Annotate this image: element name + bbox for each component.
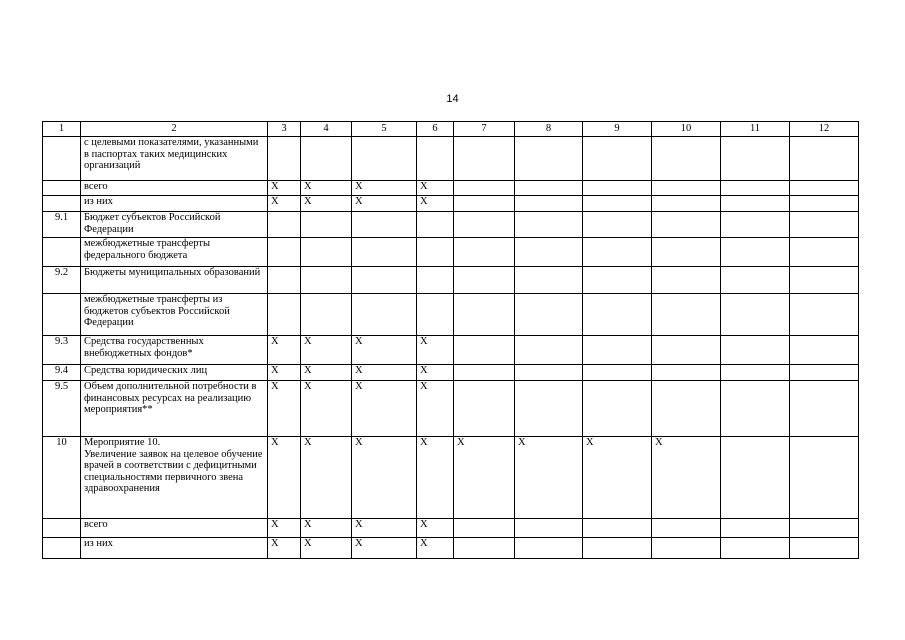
table-cell: X	[417, 538, 454, 559]
table-cell: X	[301, 196, 352, 212]
row-number: 9.1	[43, 212, 81, 238]
column-header: 5	[352, 122, 417, 137]
table-cell	[721, 336, 790, 365]
table-cell	[790, 381, 859, 437]
table-cell: X	[352, 196, 417, 212]
column-header: 8	[515, 122, 583, 137]
table-cell	[268, 294, 301, 336]
table-cell: X	[352, 437, 417, 519]
table-cell: X	[583, 437, 652, 519]
table-cell: X	[417, 365, 454, 381]
table-cell	[652, 381, 721, 437]
table-cell	[515, 519, 583, 538]
table-cell	[583, 238, 652, 267]
table-cell: X	[515, 437, 583, 519]
row-description: с целевыми показателями, указанными в паспортах таких медицинских организаций	[81, 137, 268, 181]
table-cell	[652, 294, 721, 336]
table-cell	[790, 212, 859, 238]
row-number: 9.2	[43, 267, 81, 294]
table-body	[43, 122, 859, 559]
table-cell	[790, 238, 859, 267]
table-cell	[454, 519, 515, 538]
table-cell	[583, 519, 652, 538]
table-cell: X	[301, 181, 352, 196]
table-cell	[583, 267, 652, 294]
row-description: межбюджетные трансферты из бюджетов субъектов Российской Федерации	[81, 294, 268, 336]
column-header: 1	[43, 122, 81, 137]
table-cell: X	[454, 437, 515, 519]
table-cell: X	[417, 336, 454, 365]
table-cell	[583, 196, 652, 212]
table-cell	[583, 381, 652, 437]
table-cell	[268, 267, 301, 294]
table-cell	[583, 294, 652, 336]
row-number	[43, 137, 81, 181]
table-cell	[417, 267, 454, 294]
table-cell	[652, 365, 721, 381]
table-cell: X	[417, 181, 454, 196]
table-cell	[454, 294, 515, 336]
table-cell	[790, 365, 859, 381]
table-cell	[721, 238, 790, 267]
table-row	[43, 181, 859, 196]
table-cell: X	[417, 381, 454, 437]
table-cell	[352, 137, 417, 181]
column-header: 9	[583, 122, 652, 137]
table-cell	[515, 267, 583, 294]
table-cell	[454, 238, 515, 267]
table-cell	[721, 137, 790, 181]
table-cell	[454, 267, 515, 294]
table-cell	[515, 294, 583, 336]
table-cell: X	[417, 519, 454, 538]
row-number: 9.3	[43, 336, 81, 365]
table-cell: X	[352, 519, 417, 538]
table-cell	[515, 538, 583, 559]
table-row	[43, 238, 859, 267]
table-cell: X	[352, 181, 417, 196]
table-cell	[301, 212, 352, 238]
table-cell	[721, 212, 790, 238]
column-header: 10	[652, 122, 721, 137]
table-cell	[454, 336, 515, 365]
table-cell: X	[417, 437, 454, 519]
table-cell	[515, 137, 583, 181]
table-cell	[721, 294, 790, 336]
row-number	[43, 538, 81, 559]
table-cell: X	[301, 519, 352, 538]
table-cell	[652, 267, 721, 294]
table-cell	[652, 212, 721, 238]
table-cell	[417, 137, 454, 181]
table-cell	[721, 381, 790, 437]
row-number	[43, 196, 81, 212]
table-cell: X	[352, 538, 417, 559]
table-cell	[790, 196, 859, 212]
row-description: Мероприятие 10. Увеличение заявок на целевое обучение врачей в соответствии с дефицитными специальностями первичного звена здравоохранения	[81, 437, 268, 519]
table-cell	[417, 294, 454, 336]
table-cell	[583, 212, 652, 238]
table-cell: X	[352, 365, 417, 381]
table-cell	[454, 538, 515, 559]
table-cell	[790, 519, 859, 538]
table-row	[43, 212, 859, 238]
table-cell	[652, 196, 721, 212]
row-description: Бюджет субъектов Российской Федерации	[81, 212, 268, 238]
table-cell	[515, 381, 583, 437]
table-row	[43, 519, 859, 538]
table-cell	[454, 212, 515, 238]
row-number	[43, 294, 81, 336]
table-cell	[515, 196, 583, 212]
table-cell	[790, 336, 859, 365]
table-cell: X	[652, 437, 721, 519]
row-description: Объем дополнительной потребности в финансовых ресурсах на реализацию мероприятия**	[81, 381, 268, 437]
table-cell	[721, 181, 790, 196]
column-header: 12	[790, 122, 859, 137]
table-cell	[721, 437, 790, 519]
table-cell	[652, 238, 721, 267]
table-cell: X	[301, 381, 352, 437]
table-cell	[515, 336, 583, 365]
row-description: Средства юридических лиц	[81, 365, 268, 381]
table-cell	[454, 181, 515, 196]
table-cell	[721, 196, 790, 212]
header-row	[43, 122, 859, 137]
table-cell: X	[301, 437, 352, 519]
row-number	[43, 519, 81, 538]
table-cell: X	[268, 196, 301, 212]
table-cell	[652, 336, 721, 365]
table-cell	[583, 336, 652, 365]
table-cell	[417, 212, 454, 238]
table-row	[43, 365, 859, 381]
table-cell	[454, 365, 515, 381]
column-header: 7	[454, 122, 515, 137]
table-cell	[301, 137, 352, 181]
table-cell	[790, 538, 859, 559]
row-number	[43, 181, 81, 196]
table-cell: X	[352, 336, 417, 365]
table-cell	[301, 238, 352, 267]
table-cell	[721, 519, 790, 538]
column-header: 3	[268, 122, 301, 137]
table-cell	[352, 212, 417, 238]
table-cell: X	[268, 181, 301, 196]
row-description: Средства государственных внебюджетных фондов*	[81, 336, 268, 365]
table-cell	[652, 137, 721, 181]
page-number: 14	[446, 93, 459, 105]
column-header: 2	[81, 122, 268, 137]
table-cell: X	[352, 381, 417, 437]
table-cell	[721, 538, 790, 559]
table-cell	[583, 137, 652, 181]
table-cell	[652, 181, 721, 196]
row-number: 9.4	[43, 365, 81, 381]
table-cell	[721, 267, 790, 294]
table-cell	[417, 238, 454, 267]
table-cell: X	[268, 381, 301, 437]
table-cell	[515, 212, 583, 238]
table-cell: X	[268, 336, 301, 365]
table-cell	[515, 238, 583, 267]
table-cell	[268, 238, 301, 267]
table-cell	[583, 538, 652, 559]
table-cell	[652, 519, 721, 538]
table-cell	[790, 294, 859, 336]
budget-table	[42, 121, 859, 559]
table-cell	[268, 137, 301, 181]
table-cell	[301, 267, 352, 294]
table-cell: X	[417, 196, 454, 212]
table-cell	[352, 267, 417, 294]
table-row	[43, 267, 859, 294]
table-cell	[790, 137, 859, 181]
table-cell: X	[301, 538, 352, 559]
table-cell: X	[301, 365, 352, 381]
table-cell: X	[268, 519, 301, 538]
table-cell	[454, 196, 515, 212]
column-header: 4	[301, 122, 352, 137]
table-cell	[721, 365, 790, 381]
row-description: Бюджеты муниципальных образований	[81, 267, 268, 294]
table-row	[43, 336, 859, 365]
row-number: 9.5	[43, 381, 81, 437]
row-description: всего	[81, 519, 268, 538]
table-cell	[515, 181, 583, 196]
table-cell	[352, 238, 417, 267]
table-cell	[790, 437, 859, 519]
row-description: из них	[81, 196, 268, 212]
table-cell	[301, 294, 352, 336]
row-number: 10	[43, 437, 81, 519]
column-header: 6	[417, 122, 454, 137]
table-row	[43, 137, 859, 181]
table-cell	[790, 267, 859, 294]
table-row	[43, 196, 859, 212]
table-cell	[790, 181, 859, 196]
table-cell	[268, 212, 301, 238]
table-cell	[583, 365, 652, 381]
row-description: из них	[81, 538, 268, 559]
table-cell: X	[268, 437, 301, 519]
table-cell: X	[268, 538, 301, 559]
table-row	[43, 538, 859, 559]
row-description: всего	[81, 181, 268, 196]
table-cell	[454, 137, 515, 181]
table-row	[43, 381, 859, 437]
column-header: 11	[721, 122, 790, 137]
row-description: межбюджетные трансферты федерального бюджета	[81, 238, 268, 267]
table-cell	[352, 294, 417, 336]
table-row	[43, 294, 859, 336]
table-cell: X	[301, 336, 352, 365]
table-cell	[583, 181, 652, 196]
table-cell: X	[268, 365, 301, 381]
row-number	[43, 238, 81, 267]
table-row	[43, 437, 859, 519]
table-cell	[652, 538, 721, 559]
table-cell	[515, 365, 583, 381]
table-cell	[454, 381, 515, 437]
